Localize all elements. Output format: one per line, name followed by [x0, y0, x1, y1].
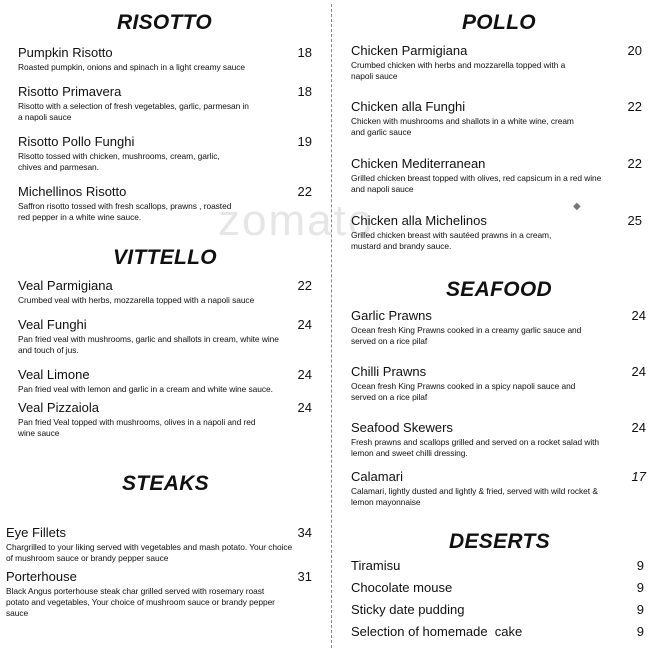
- item-price: 9: [636, 558, 644, 573]
- watermark-mark: ◆: [573, 201, 581, 212]
- menu-item-chilli-prawns: [351, 364, 591, 403]
- item-price: 20: [627, 43, 642, 58]
- section-title-pollo: POLLO: [462, 11, 536, 34]
- item-description: Chicken with mushrooms and shallots in a white wine, cream and garlic sauce: [351, 116, 574, 137]
- column-divider: [331, 4, 332, 648]
- item-price: 24: [297, 317, 312, 332]
- menu-item-homemade-cake: [351, 624, 591, 639]
- item-description: Risotto tossed with chicken, mushrooms, cream, garlic, chives and parmesan.: [18, 151, 220, 172]
- item-description: Roasted pumpkin, onions and spinach in a light creamy sauce: [18, 62, 246, 72]
- item-description: Calamari, lightly dusted and lightly & fried, served with wild rocket & lemon mayonnaise: [351, 486, 598, 507]
- item-price: 34: [297, 525, 312, 540]
- menu-item-chicken-parmigiana: [351, 43, 571, 82]
- item-name: Chicken Parmigiana: [351, 43, 468, 58]
- item-name: Michellinos Risotto: [18, 184, 127, 199]
- item-price: 24: [297, 367, 312, 382]
- item-description: Chargrilled to your liking served with vegetables and mash potato. Your choice of mushroom sauce or brandy pepper sauce: [6, 542, 293, 563]
- menu-item-chicken-mediterranean: [351, 156, 613, 195]
- item-name: Chocolate mouse: [351, 580, 453, 595]
- item-name: Veal Pizzaiola: [18, 400, 99, 415]
- item-price: 9: [636, 580, 644, 595]
- item-name: Chilli Prawns: [351, 364, 427, 379]
- item-name: Porterhouse: [6, 569, 77, 584]
- section-title-deserts: DESERTS: [449, 530, 550, 553]
- item-description: Fresh prawns and scallops grilled and served on a rocket salad with lemon and sweet chilli dressing.: [351, 437, 600, 458]
- item-description: Pan fried Veal topped with mushrooms, olives in a napoli and red wine sauce: [18, 417, 256, 438]
- item-price: 22: [627, 156, 642, 171]
- item-price: 9: [636, 624, 644, 639]
- item-price: 24: [631, 420, 646, 435]
- item-description: Grilled chicken breast topped with olives, red capsicum in a red wine and napoli sauce: [351, 173, 602, 194]
- item-name: Pumpkin Risotto: [18, 45, 113, 60]
- item-price: 22: [297, 184, 312, 199]
- item-price: 31: [297, 569, 312, 584]
- item-name: Chicken alla Funghi: [351, 99, 466, 114]
- menu-item-pumpkin-risotto: [18, 45, 308, 73]
- menu-item-garlic-prawns: [351, 308, 591, 347]
- item-description: Risotto with a selection of fresh vegetables, garlic, parmesan in a napoli sauce: [18, 101, 249, 122]
- item-description: Grilled chicken breast with sautéed prawns in a cream, mustard and brandy sauce.: [351, 230, 552, 251]
- item-price: 18: [297, 84, 312, 99]
- item-name: Veal Limone: [18, 367, 90, 382]
- item-price: 25: [627, 213, 642, 228]
- item-name: Seafood Skewers: [351, 420, 453, 435]
- item-description: Crumbed veal with herbs, mozzarella topped with a napoli sauce: [18, 295, 255, 305]
- item-name: Risotto Primavera: [18, 84, 122, 99]
- item-name: Eye Fillets: [6, 525, 66, 540]
- item-description: Ocean fresh King Prawns cooked in a spicy napoli sauce and served on a rice pilaf: [351, 381, 576, 402]
- item-description: Saffron risotto tossed with fresh scallops, prawns , roasted red pepper in a white wine sauce.: [18, 201, 232, 222]
- menu-item-calamari: [351, 469, 621, 508]
- item-name: Sticky date pudding: [351, 602, 465, 617]
- section-title-risotto: RISOTTO: [117, 11, 213, 34]
- item-name: Garlic Prawns: [351, 308, 432, 323]
- item-price: 19: [297, 134, 312, 149]
- menu-item-tiramisu: [351, 558, 591, 573]
- item-name: Selection of homemade cake: [351, 624, 523, 639]
- section-title-steaks: STEAKS: [122, 472, 209, 495]
- menu-item-porterhouse: [6, 569, 281, 619]
- item-description: Pan fried veal with lemon and garlic in a cream and white wine sauce.: [18, 384, 273, 394]
- menu-item-sticky-date-pudding: [351, 602, 591, 617]
- item-price: 24: [631, 308, 646, 323]
- menu-item-veal-funghi: [18, 317, 280, 356]
- menu-item-eye-fillets: [6, 525, 296, 564]
- menu-item-michellinos-risotto: [18, 184, 240, 223]
- item-price: 22: [297, 278, 312, 293]
- item-price: 24: [631, 364, 646, 379]
- item-price: 17: [631, 469, 646, 484]
- menu-item-chicken-alla-funghi: [351, 99, 583, 138]
- menu-item-veal-pizzaiola: [18, 400, 268, 439]
- item-name: Risotto Pollo Funghi: [18, 134, 135, 149]
- item-name: Veal Parmigiana: [18, 278, 113, 293]
- item-name: Chicken alla Michelinos: [351, 213, 487, 228]
- item-price: 18: [297, 45, 312, 60]
- menu-item-risotto-primavera: [18, 84, 250, 123]
- menu-item-veal-parmigiana: [18, 278, 308, 306]
- item-price: 9: [636, 602, 644, 617]
- section-title-seafood: SEAFOOD: [446, 278, 552, 301]
- item-price: 22: [627, 99, 642, 114]
- item-description: Pan fried veal with mushrooms, garlic and shallots in cream, white wine and touch of jus.: [18, 334, 279, 355]
- menu-item-risotto-pollo-funghi: [18, 134, 230, 173]
- item-description: Black Angus porterhouse steak char grilled served with rosemary roast potato and vegetables, Your choice of mushroom sauce or brandy pepper sauce: [6, 586, 275, 618]
- menu-item-veal-limone: [18, 367, 310, 395]
- item-name: Veal Funghi: [18, 317, 87, 332]
- menu-item-chocolate-mouse: [351, 580, 591, 595]
- watermark: zomato: [218, 196, 375, 245]
- item-price: 24: [297, 400, 312, 415]
- item-description: Crumbed chicken with herbs and mozzarella topped with a napoli sauce: [351, 60, 566, 81]
- menu-item-seafood-skewers: [351, 420, 611, 459]
- item-name: Chicken Mediterranean: [351, 156, 486, 171]
- item-description: Ocean fresh King Prawns cooked in a creamy garlic sauce and served on a rice pilaf: [351, 325, 582, 346]
- section-title-vittello: VITTELLO: [113, 246, 217, 269]
- item-name: Calamari: [351, 469, 404, 484]
- item-name: Tiramisu: [351, 558, 401, 573]
- menu-item-chicken-alla-michelinos: [351, 213, 583, 252]
